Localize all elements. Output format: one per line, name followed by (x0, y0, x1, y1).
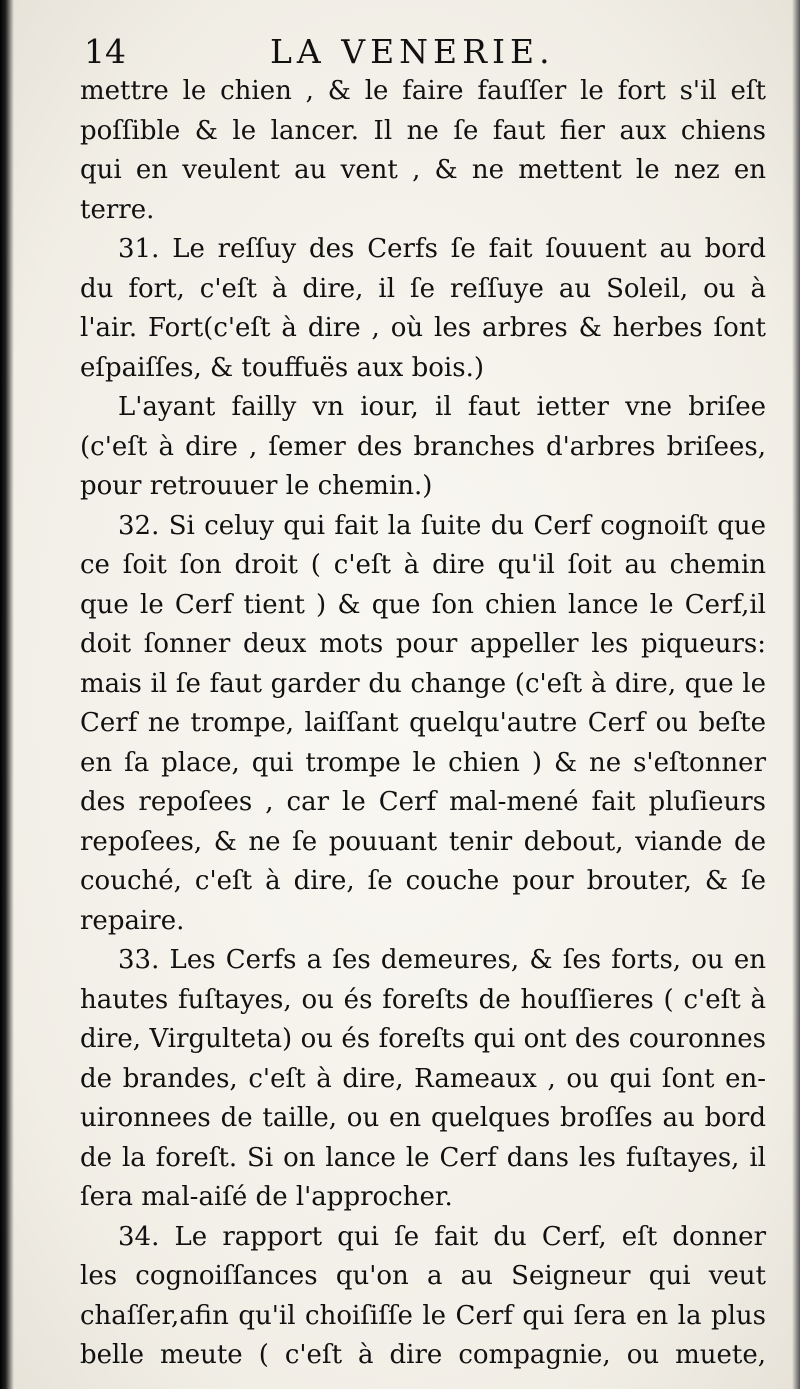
text-line: ce ſoit ſon droit ( c'eſt à dire qu'il ſoit au chemin (80, 550, 766, 580)
text-line: mais il ſe faut garder du change (c'eſt à dire, que le (80, 668, 766, 699)
page-edge-shadow (0, 0, 14, 1389)
text-line: dire, Virgulteta) ou és foreſts qui ont des couronnes (80, 1024, 766, 1054)
text-line: de la foreſt. Si on lance le Cerf dans les fuſtayes, il (80, 1142, 766, 1173)
page-edge-shadow-right (792, 0, 800, 1389)
text-line: poſſible & le lancer. Il ne ſe faut fier aux chiens (80, 115, 766, 146)
text-line: uironnees de taille, ou en quelques broſſes au bord (80, 1103, 766, 1133)
text-line: eſpaiſſes, & touffuës aux bois.) (80, 352, 484, 383)
text-line: qui en veulent au vent , & ne mettent le nez en (80, 155, 766, 185)
text-line: hautes fuſtayes, ou és foreſts de houſſieres ( c'eſt à (80, 984, 766, 1015)
text-line: 31. Le reſſuy des Cerfs ſe fait ſouuent au bord (118, 234, 766, 264)
text-line: Cerf ne trompe, laiſſant quelqu'autre Cerf ou beſte (80, 708, 766, 738)
text-line: que le Cerf tient ) & que ſon chien lance le Cerf,il (80, 589, 766, 620)
text-line: terre. (80, 194, 155, 225)
text-line: L'ayant failly vn iour, il faut ietter vne briſee (118, 392, 766, 422)
text-line: l'air. Fort(c'eſt à dire , où les arbres & herbes ſont (80, 313, 766, 343)
text-line: mettre le chien , & le faire fauſſer le fort s'il eſt (80, 76, 766, 106)
text-line: belle meute ( c'eſt à dire compagnie, ou muete, (80, 1340, 766, 1370)
text-line: des repoſees , car le Cerf mal-mené fait pluſieurs (80, 787, 766, 817)
text-line: en ſa place, qui trompe le chien ) & ne s'eſtonner (80, 747, 766, 778)
text-line: 33. Les Cerfs a ſes demeures, & ſes forts, ou en (118, 945, 766, 975)
text-line: les cognoiſſances qu'on a au Seigneur qui veut (80, 1261, 766, 1291)
text-line: du fort, c'eſt à dire, il ſe reſſuye au Soleil, ou à (80, 273, 766, 304)
text-line: chaſſer,afin qu'il choiſiſſe le Cerf qui ſera en la plus (80, 1300, 766, 1331)
text-line: 34. Le rapport qui ſe fait du Cerf, eſt donner (118, 1221, 766, 1252)
text-line: de brandes, c'eſt à dire, Rameaux , ou qui ſont en- (80, 1063, 766, 1094)
text-line: (c'eſt à dire , ſemer des branches d'arbres briſees, (80, 431, 766, 462)
running-head: LA VENERIE. (270, 32, 555, 71)
text-line: couché, c'eſt à dire, ſe couche pour brouter, & ſe (80, 866, 766, 896)
text-line: repaire. (80, 905, 185, 936)
text-line: doit ſonner deux mots pour appeller les piqueurs: (80, 629, 766, 659)
text-line: pour retrouuer le chemin.) (80, 471, 433, 501)
text-line: 32. Si celuy qui fait la ſuite du Cerf cognoiſt que (118, 510, 766, 541)
page-header (84, 30, 764, 74)
body-text (80, 72, 766, 1376)
text-line: ſera mal-aiſé de l'approcher. (80, 1182, 453, 1212)
page-number: 14 (84, 32, 126, 71)
text-line: repoſees, & ne ſe pouuant tenir debout, viande de (80, 826, 766, 857)
